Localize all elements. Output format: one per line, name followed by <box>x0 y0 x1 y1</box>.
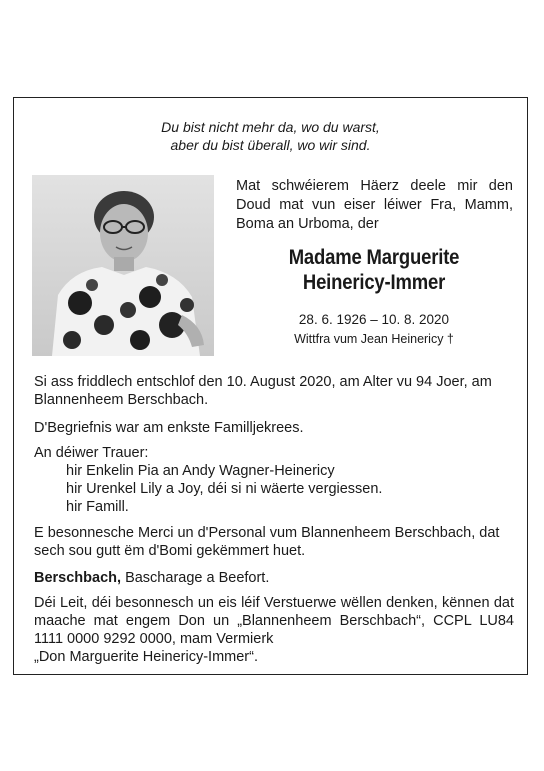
mourners-list <box>34 462 514 516</box>
obituary-notice <box>13 97 528 675</box>
passing-paragraph: Si ass friddlech entschlof den 10. August 2020, am Alter vu 94 Joer, am Blannenheem Berschbach. <box>34 374 492 408</box>
burial-paragraph: D'Begriefnis war am enkste Familljekrees. <box>34 420 304 436</box>
donation-last: „Don Marguerite Heinericy-Immer“. <box>34 649 258 665</box>
place-rest: Bascharage a Beefort. <box>121 570 270 586</box>
place-bold: Berschbach, <box>34 570 122 586</box>
motto-line-2: aber du bist überall, wo wir sind. <box>170 137 371 153</box>
deceased-name-first: Madame Marguerite <box>288 246 460 269</box>
mourner-item: hir Enkelin Pia an Andy Wagner-Heinericy <box>66 463 335 479</box>
thanks-paragraph: E besonnesche Merci un d'Personal vum Blannenheem Berschbach, dat sech sou gutt ëm d'Bomi gekëmmert huet. <box>34 525 500 559</box>
intro-text: Mat schwéierem Häerz deele mir den Doud mat vun eiser léiwer Fra, Mamm, Boma an Urboma, der <box>236 178 513 232</box>
mourning-label: An déiwer Trauer: <box>34 445 149 461</box>
mourners-section <box>34 444 514 516</box>
motto-line-1: Du bist nicht mehr da, wo du warst, <box>161 119 380 135</box>
deceased-name-last: Heinericy-Immer <box>302 271 446 294</box>
portrait-photo <box>32 175 214 356</box>
widow-of: Wittfra vum Jean Heinericy † <box>294 332 454 346</box>
donation-main: Déi Leit, déi besonnesch un eis léif Verstuerwe wëllen denken, kënnen dat maache mat engem Don un „Blannenheem Berschbach“, CCPL LU84 1111 0000 9292 0000, mam Vermierk <box>34 595 514 647</box>
life-dates: 28. 6. 1926 – 10. 8. 2020 <box>298 312 450 327</box>
motto <box>14 118 527 154</box>
donation-paragraph <box>34 594 514 666</box>
place-line <box>34 569 514 587</box>
mourner-item: hir Famill. <box>66 499 129 515</box>
mourner-item: hir Urenkel Lily a Joy, déi si ni wäerte vergiessen. <box>66 481 383 497</box>
